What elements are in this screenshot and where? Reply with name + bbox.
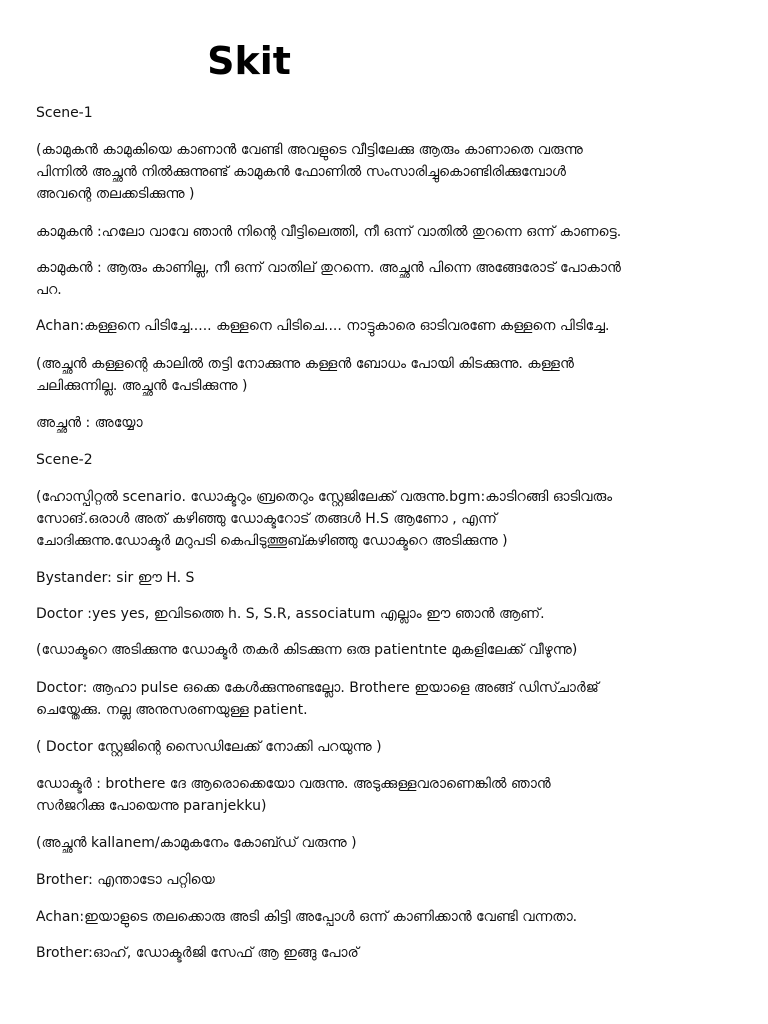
text-line: അച്ഛൻ : അയ്യോ: [36, 415, 143, 431]
text-line: ( Doctor സ്റ്റേജിന്റെ സൈഡിലേക്ക് നോക്കി പറയുന്നു ): [36, 739, 382, 755]
text-line: Achan:കള്ളനെ പിടിച്ചേ..... കള്ളനെ പിടിചെ.... നാട്ടുകാരെ ഓടിവരണേ കള്ളനെ പിടിച്ചേ.: [36, 318, 610, 334]
text-line: Brother: എന്താടോ പറ്റിയെ: [36, 872, 215, 888]
dialogue-line: [36, 942, 736, 964]
text-line: (അച്ഛൻ കള്ളന്റെ കാലിൽ തട്ടി നോക്കുന്നു കള്ളൻ ബോധം പോയി കിടക്കുന്നു. കള്ളൻ: [36, 356, 574, 372]
stage-direction: [36, 639, 736, 661]
text-line: ചലിക്കുന്നില്ല. അച്ഛൻ പേടിക്കുന്നു ): [36, 378, 248, 394]
text-line: ഡോക്ടർ : brothere ദേ ആരൊക്കെയോ വരുന്നു. അടുക്കുള്ളവരാണെങ്കിൽ ഞാൻ: [36, 776, 551, 792]
scene-heading: [36, 449, 736, 471]
stage-direction: [36, 736, 736, 758]
dialogue-line: [36, 773, 736, 817]
text-line: അവന്റെ തലക്കടിക്കുന്നു ): [36, 186, 195, 202]
stage-direction: [36, 139, 736, 205]
text-line: Brother:ഓഹ്, ഡോക്ടർജി സേഫ് ആ ഇങ്ങു പോര്: [36, 945, 359, 961]
dialogue-line: [36, 869, 736, 891]
text-line: കാമുകൻ : ആരും കാണില്ല, നീ ഒന്ന് വാതില് തുറന്നെ. അച്ഛൻ പിന്നെ അങ്ങേരോട് പോകാൻ: [36, 260, 621, 276]
dialogue-line: [36, 315, 736, 337]
text-line: Scene-1: [36, 105, 93, 121]
dialogue-line: [36, 257, 736, 301]
scene-heading: [36, 102, 736, 124]
text-line: (കാമുകൻ കാമുകിയെ കാണാൻ വേണ്ടി അവളുടെ വീട്ടിലേക്കു ആരും കാണാതെ വരുന്നു: [36, 142, 583, 158]
text-line: Doctor :yes yes, ഇവിടത്തെ h. S, S.R, associatum എല്ലാം ഈ ഞാൻ ആണ്.: [36, 606, 545, 622]
dialogue-line: [36, 412, 736, 434]
dialogue-line: [36, 567, 736, 589]
text-line: (അച്ഛൻ kallanem/കാമുകനേം കോബ്ഡ് വരുന്നു ): [36, 835, 357, 851]
dialogue-line: [36, 677, 736, 721]
text-line: പിന്നിൽ അച്ഛൻ നിൽക്കുന്നുണ്ട് കാമുകൻ ഫോണിൽ സംസാരിച്ചുകൊണ്ടിരിക്കുമ്പോൾ: [36, 164, 566, 180]
stage-direction: [36, 353, 736, 397]
stage-direction: [36, 832, 736, 854]
text-line: Scene-2: [36, 452, 93, 468]
dialogue-line: [36, 906, 736, 928]
text-line: Achan:ഇയാളുടെ തലക്കൊരു അടി കിട്ടി അപ്പോൾ ഒന്ന് കാണിക്കാൻ വേണ്ടി വന്നതാ.: [36, 909, 578, 925]
text-line: (ഡോക്ടറെ അടിക്കുന്നു ഡോക്ടർ തകർ കിടക്കുന്ന ഒരു patientnte മുകളിലേക്ക് വീഴുന്നു): [36, 642, 578, 658]
text-line: പറ.: [36, 282, 62, 298]
text-line: കാമുകൻ :ഹലോ വാവേ ഞാൻ നിന്റെ വീട്ടിലെത്തി, നീ ഒന്ന് വാതിൽ തുറന്നെ ഒന്ന് കാണട്ടെ.: [36, 224, 622, 240]
dialogue-line: [36, 221, 736, 243]
dialogue-line: [36, 603, 736, 625]
text-line: സോങ്.ഒരാൾ അത് കഴിഞ്ഞു ഡോക്ടറോട് തങ്ങൾ H.S ആണോ , എന്ന്: [36, 511, 497, 527]
text-line: (ഹോസ്പിറ്റൽ scenario. ഡോക്ടറും ബ്രതെറും സ്റ്റേജിലേക്ക് വരുന്നു.bgm:കാടിറങ്ങി ഓടിവരും: [36, 489, 613, 505]
stage-direction: [36, 486, 736, 552]
page-title: Skit: [207, 39, 291, 83]
text-line: ചെയ്തേക്കു. നല്ല അനുസരണയുള്ള patient.: [36, 702, 308, 718]
text-line: Bystander: sir ഈ H. S: [36, 570, 195, 586]
text-line: ചോദിക്കുന്നു.ഡോക്ടർ മറുപടി കെപിടുത്തൂബ്കഴിഞ്ഞു ഡോക്ടറെ അടിക്കുന്നു ): [36, 533, 508, 549]
text-line: സർജറിക്കു പോയെന്നു paranjekku): [36, 798, 267, 814]
text-line: Doctor: ആഹാ pulse ഒക്കെ കേൾക്കുന്നുണ്ടല്ലോ. Brothere ഇയാളെ അങ്ങ് ഡിസ്ചാർജ്: [36, 680, 599, 696]
